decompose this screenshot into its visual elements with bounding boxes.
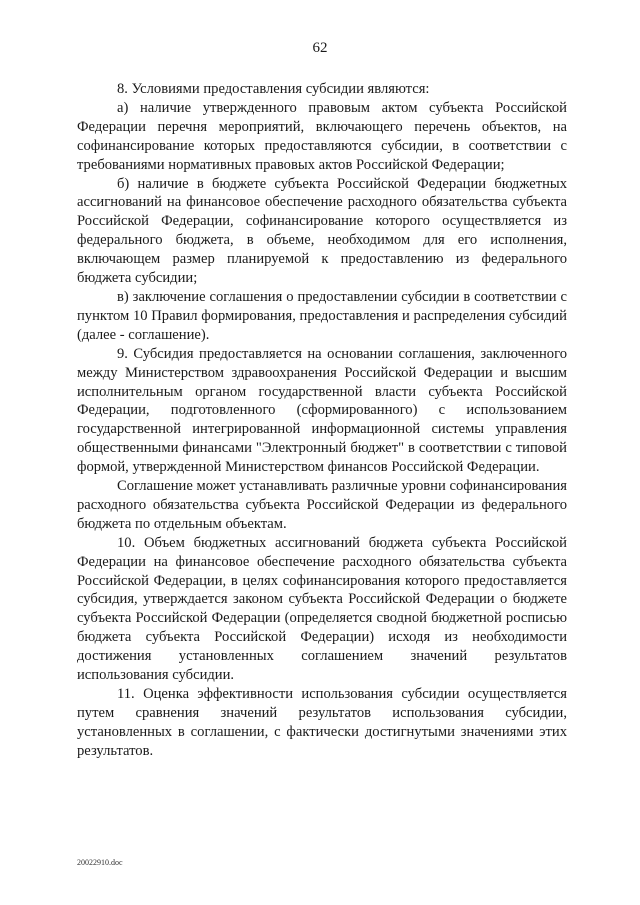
paragraph-8-intro: 8. Условиями предоставления субсидии являются:	[117, 81, 430, 97]
paragraph-8b: б) наличие в бюджете субъекта Российской Федерации бюджетных ассигнований на финансовое обеспечение расходного обязательства субъекта Российской Федерации, софинансирование которого осуществляется из федерального бюджета, в объеме, необходимом для его исполнения, включающем размер планируемой к предоставлению из федерального бюджета субсидии;	[77, 175, 567, 287]
paragraph-9-agreement: Соглашение может устанавливать различные уровни софинансирования расходного обязательства субъекта Российской Федерации из федерального бюджета по отдельным объектам.	[77, 478, 567, 532]
paragraph-10: 10. Объем бюджетных ассигнований бюджета субъекта Российской Федерации на финансовое обеспечение расходного обязательства субъекта Российской Федерации, в целях софинансирования которого предоставляется субсидия, утверждается законом субъекта Российской Федерации о бюджете субъекта Российской Федерации (определяется сводной бюджетной росписью бюджета субъекта Российской Федерации) исходя из необходимости достижения установленных соглашением значений результатов использования субсидии.	[77, 534, 567, 684]
paragraph-11: 11. Оценка эффективности использования субсидии осуществляется путем сравнения значений результатов использования субсидии, установленных в соглашении, с фактически достигнутыми значениями этих результатов.	[77, 686, 567, 759]
paragraph-8c: в) заключение соглашения о предоставлении субсидии в соответствии с пунктом 10 Правил формирования, предоставления и распределения субсидий (далее - соглашение).	[77, 288, 567, 343]
paragraph-9: 9. Субсидия предоставляется на основании соглашения, заключенного между Министерством здравоохранения Российской Федерации и высшим исполнительным органом государственной власти субъекта Российской Федерации, подготовленного (сформированного) с использованием государственной интегрированной информационной системы управления общественными финансами "Электронный бюджет" в соответствии с типовой формой, утвержденной Министерством финансов Российской Федерации.	[77, 345, 567, 476]
footer-filename: 20022910.doc	[77, 858, 123, 867]
document-body	[77, 80, 567, 761]
paragraph-8a: а) наличие утвержденного правовым актом субъекта Российской Федерации перечня мероприятий, включающего перечень объектов, на софинансирование которых предоставляются субсидии, в соответствии с требованиями нормативных правовых актов Российской Федерации;	[77, 99, 567, 173]
page-number: 62	[312, 40, 328, 56]
